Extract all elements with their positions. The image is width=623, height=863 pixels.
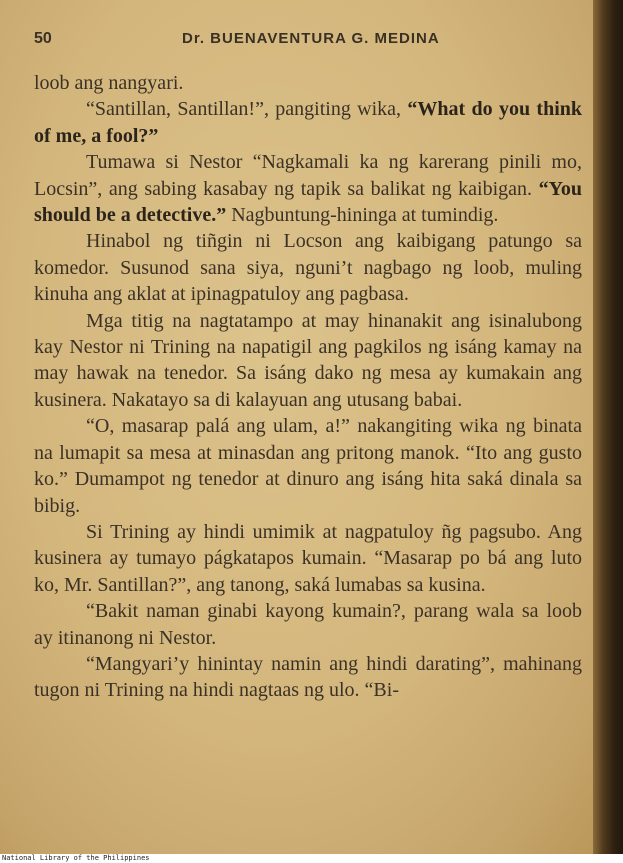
paragraph <box>34 651 582 704</box>
page-header <box>0 30 601 56</box>
text-run: Mga titig na nagtatampo at may hinanakit ang isinalubong kay Nestor ni Trining na napatigil ang pagkilos ng isáng kamay na may hawak na tenedor. Sa isáng dako ng mesa ay kumakain ang kusinera. Nakatayo sa di kalayuan ang utusang babai. <box>34 309 582 411</box>
text-run: Hinabol ng tiñgin ni Locson ang kaibigang patungo sa komedor. Susunod sana siya, nguni’t nagbago ng loob, muling kinuha ang aklat at ipinagpatuloy ang pagbasa. <box>34 230 582 306</box>
text-run: “O, masarap palá ang ulam, a!” nakangiting wika ng binata na lumapit sa mesa at minasdan ang pritong manok. “Ito ang gusto ko.” Dumampot ng tenedor at dinuro ang isáng hita saká dinala sa bibig. <box>34 415 582 517</box>
paragraph <box>34 308 582 414</box>
body-text <box>34 70 582 704</box>
bold-text-run: “You should be a detective.” <box>34 177 582 227</box>
bold-text-run: “What do you think of me, a fool?” <box>34 98 583 147</box>
running-head: Dr. BUENAVENTURA G. MEDINA <box>182 30 440 47</box>
page-number: 50 <box>34 30 52 47</box>
book-spine-edge <box>593 0 623 854</box>
text-run: “Santillan, Santillan!”, pangiting wika, <box>86 98 408 121</box>
text-run: Nagbuntung-hininga at tumindig. <box>226 204 499 227</box>
text-run: Si Trining ay hindi umimik at nagpatuloy ñg pagsubo. Ang kusinera ay tumayo págkatapos kumain. “Masarap po bá ang luto ko, Mr. Santillan?”, ang tanong, saká lumabas sa kusina. <box>34 520 582 596</box>
text-run: “Bakit naman ginabi kayong kumain?, parang wala sa loob ay itinanong ni Nestor. <box>34 600 582 649</box>
paragraph <box>34 228 582 307</box>
paragraph <box>34 70 582 96</box>
paragraph <box>34 149 582 228</box>
text-run: loob ang nangyari. <box>34 72 184 94</box>
paragraph <box>34 96 582 149</box>
paragraph <box>34 519 582 598</box>
text-run: Tumawa si Nestor “Nagkamali ka ng karerang pinili mo, Locsin”, ang sabing kasabay ng tapik sa balikat ng kaibigan. <box>34 151 582 200</box>
text-run: “Mangyari’y hinintay namin ang hindi darating”, mahinang tugon ni Trining na hindi nagtaas ng ulo. “Bi- <box>34 652 582 702</box>
paragraph <box>34 413 582 519</box>
paragraph <box>34 598 582 651</box>
library-credit: National Library of the Philippines <box>2 854 150 862</box>
